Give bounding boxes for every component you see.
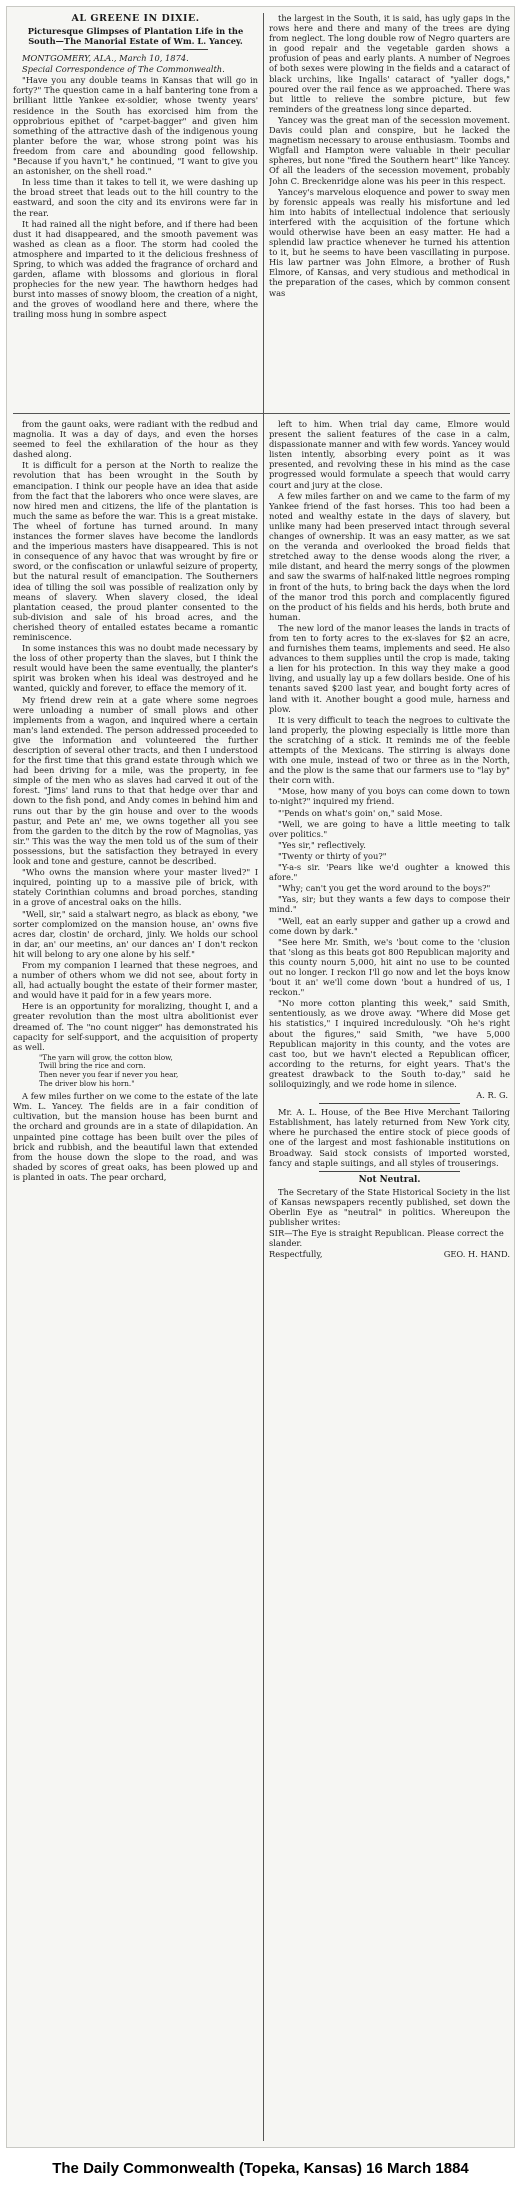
- paragraph: left to him. When trial day came, Elmore would present the salient features of the case in a calm, dispassionate manner and with few words. Yancey would listen intently, absorbing every point as it was presented, and revolving these in his mind as the case progressed would formulate a speech that would carry court and jury at the close.: [269, 419, 510, 490]
- letter-signer: GEO. H. HAND.: [443, 1249, 510, 1260]
- column-b-body: [269, 13, 510, 298]
- paragraph: the largest in the South, it is said, has ugly gaps in the rows here and there and many of the trees are dying from neglect. The long double row of Negro quarters are in good repair and the vegetable garden shows a profusion of peas and early plants. A number of Negroes of both sexes were plowing in the fields and a cataract of black urchins, like Ingalls' cataract of "yaller dogs," poured over the rail fence as we approached. There was but little to relieve the sombre picture, but few reminders of the greatness long since departed.: [269, 13, 510, 114]
- correspondence-line: Special Correspondence of The Commonwealth.: [22, 64, 225, 75]
- paragraph: It is difficult for a person at the North to realize the revolution that has been wrought in the South by emancipation. I think our people have an idea that aside from the fact that the laborers who once were slaves, are now hired men and citizens, the life of the plantation is much the same as before the war. This is a great mistake. The wheel of fortune has turned around. In many instances the former slaves have become the landlords and the imperious masters have disappeared. This is not in consequence of any havoc that was wrought by fire or sword, or the confiscation or unlawful seizure of property, but the natural result of emancipation. The Southerners idea of tilling the soil was possible of realization only by means of slavery. When slavery closed, the ideal plantation ceased, the proud planter consented to the sub-division and sale of his broad acres, and the cherished theory of entailed estates became a romantic reminiscence.: [13, 460, 258, 642]
- paragraph: from the gaunt oaks, were radiant with the redbud and magnolia. It was a day of days, and even the horses seemed to feel the exhilaration of the hour as they dashed along.: [13, 419, 258, 460]
- paragraph: It had rained all the night before, and if there had been dust it had disappeared, and the smooth pavement was washed as clean as a floor. The storm had cooled the atmosphere and imparted to it the delicious freshness of Spring, to which was added the fragrance of orchard and garden, aflame with blossoms and glorious in floral prophecies for the new year. The hawthorn hedges had burst into masses of snowy bloom, the creation of a night, and the groves of woodland here and there, where the trailing moss hung in sombre aspect: [13, 218, 258, 320]
- verse-line: The driver blow his horn.": [39, 1078, 135, 1088]
- paragraph: From my companion I learned that these negroes, and a number of others whom we did not see, about forty in all, had actually bought the estate of their former master, and would have it paid for in a few years more.: [13, 959, 258, 1001]
- letter-salutation: SIR—The Eye is straight Republican. Please correct the slander.: [269, 1228, 504, 1249]
- rule: [319, 1171, 460, 1172]
- paragraph: "Well, sir," said a stalwart negro, as black as ebony, "we sorter complomized on the mansion house, an' owns five acres dar, clostin' de orchard, jinly. We holds our school in dar, an' our meetins, an' our dances an' I don't reckon hit will belong to ary one alone by his self.": [13, 908, 258, 959]
- subheadline: Picturesque Glimpses of Plantation Life in the South—The Manorial Estate of Wm. L. Yancey.: [27, 26, 244, 47]
- paragraph: In less time than it takes to tell it, we were dashing up the broad street that leads out to the hill country to the eastward, and soon the city and its environs were far in the rear.: [13, 177, 258, 218]
- letter-heading: Not Neutral.: [358, 1174, 421, 1185]
- paragraph: In some instances this was no doubt made necessary by the loss of other property than the slaves, but I think the result would have been the same eventually, the planter's spirit was broken when his ideal was destroyed and he wanted, quickly and forever, to efface the memory of it.: [13, 643, 258, 694]
- rule: [63, 49, 208, 50]
- column-c-end: [13, 1091, 258, 1182]
- column-bottom-right: [269, 419, 510, 2141]
- paragraph: "Y-a-s sir. 'Pears like we'd oughter a knowed this afore.": [269, 862, 510, 883]
- newspaper-clipping: [6, 6, 515, 2148]
- paragraph: "No more cotton planting this week," said Smith, sententiously, as we drove away. "Where did Mose get his statistics," I inquired incredulously. "Oh he's right about the figures," said Smith, "we have 5,000 Republican majority in this county, and the votes are cast too, but we havn't elected a Republican officer, according to the returns, for eight years. That's the greatest drawback to the South to-day," said he soliloquizingly, and we rode home in silence.: [269, 998, 510, 1089]
- verse-line: Then never you fear if never you hear,: [39, 1070, 179, 1079]
- paragraph: "Yas, sir; but they wants a few days to compose their mind.": [269, 894, 510, 915]
- letter-closing: [269, 1249, 510, 1259]
- paragraph: The new lord of the manor leases the lands in tracts of from ten to forty acres to the ex-slaves for $2 an acre, and furnishes them teams, implements and seed. He also advances to them supplies until the crop is made, taking a lien for his protection. In this way they make a good living, and usually lay up a few dollars beside. One of his tenants saved $200 last year, and bought forty acres of land with it. Another bought a good mule, harness and plow.: [269, 622, 510, 714]
- paragraph: "See here Mr. Smith, we's 'bout come to the 'clusion that 'slong as this beats got 800 Republican majority and this county nourn 5,000, hit aint no use to be counted out no longer. I reckon I'll go now and let the boys know 'bout it an' we'll come down 'bout a hundred of us, I reckon.": [269, 936, 510, 998]
- paragraph: A few miles further on we come to the estate of the late Wm. L. Yancey. The fields are in a fair condition of cultivation, but the mansion house has been burnt and the orchard and grounds are in a state of dilapidation. An unpainted pine cottage has been built over the piles of brick and rubbish, and the beautiful lawn that extended from the house down the slope to the road, and was shaded by scores of great oaks, has been plowed up and is planted in oats. The pear orchard,: [13, 1091, 258, 1182]
- paragraph: Here is an opportunity for moralizing, thought I, and a greater revolution than the most ultra abolitionist ever dreamed of. The "no count nigger" has demonstrated his capacity for self-support, and the acquisition of property as well.: [13, 1001, 258, 1052]
- column-bottom-left: [13, 419, 258, 2141]
- column-divider: [263, 13, 264, 2141]
- paragraph: "Yes sir," reflectively.: [278, 839, 366, 850]
- paragraph: "Why; can't you get the word around to the boys?": [278, 883, 491, 894]
- column-a-body: [13, 75, 258, 319]
- headline: AL GREENE IN DIXIE.: [71, 13, 200, 24]
- source-caption: The Daily Commonwealth (Topeka, Kansas) 16 March 1884: [52, 2160, 469, 2177]
- paragraph: "Have you any double teams in Kansas that will go in forty?" The question came in a half bantering tone from a brilliant little Yankee ex-soldier, whose twenty years' residence in the South has exorcised him from the opprobrious epithet of "carpet-bagger" and given him something of the attractive dash of the indigenous young planter before the war, whose strong point was his freedom from care and abounding good fellowship. "Because if you havn't," he continued, "I want to give you an astonisher, on the shell road.": [13, 75, 258, 177]
- dateline: MONTGOMERY, ALA., March 10, 1874.: [22, 53, 189, 64]
- paragraph: "'Pends on what's goin' on," said Mose.: [278, 807, 443, 818]
- rule: [319, 1103, 460, 1104]
- paragraph: "Well, we are going to have a little meeting to talk over politics.": [269, 818, 510, 839]
- tailor-notice: Mr. A. L. House, of the Bee Hive Merchant Tailoring Establishment, has lately returned from New York city, where he purchased the entire stock of piece goods of one of the largest and most fashionable institutions on Broadway. Said stock consists of imported worsted, fancy and staple suitings, and all styles of trouserings.: [269, 1107, 510, 1168]
- paragraph: My friend drew rein at a gate where some negroes were unloading a number of small plows and other implements from a wagon, and inquired where a certain man's land extended. The person addressed proceeded to give the information and volunteered the further description of several other tracts, and then I understood for the first time that this grand estate through which we had been driving for a mile, was the property, in fee simple of the men who as slaves had carved it out of the forest. "Jims' land runs to that that hedge over thar and down to the fish pond, and Andy comes in behind him and runs out thar by the gin house and over to the woods pastur, and Pete an' me, we owns together all you see from the garden to the ditch by the row of Magnolias, yas sir." This was the way the men told us of the sum of their possessions, but the satisfaction they betrayed in every look and tone and gesture, cannot be described.: [13, 694, 258, 867]
- paragraph: Yancey's marvelous eloquence and power to sway men by forensic appeals was really his misfortune and led him into habits of intellectual indolence that seriously interfered with the acquisition of the fortune which would otherwise have been an easy matter. He had a splendid law practice whenever he turned his attention to it, but he seems to have been vascillating in purpose. His law partner was John Elmore, a brother of Rush Elmore, of Kansas, and very studious and methodical in the preparation of the cases, which by common consent was: [269, 186, 510, 298]
- paragraph: It is very difficult to teach the negroes to cultivate the land properly, the plowing especially is little more than the scratching of a stick. It reminds me of the feeble attempts of the Mexicans. The stirring is always done with one mule, instead of two or three as in the North, and the plow is the same that our farmers use to "lay by" their corn with.: [269, 714, 510, 786]
- paragraph: "Twenty or thirty of you?": [278, 850, 387, 861]
- verse: [39, 1054, 258, 1088]
- column-d-body: [269, 419, 510, 1089]
- column-top-right: [269, 13, 510, 411]
- signature: A. R. G.: [476, 1090, 508, 1101]
- letter-closing-word: Respectfully,: [269, 1249, 323, 1260]
- paragraph: Yancey was the great man of the secession movement. Davis could plan and conspire, but he lacked the magnetism necessary to arouse enthusiasm. Toombs and Wigfall and Hampton were valuable in their peculiar spheres, but none "fired the Southern heart" like Yancey. Of all the leaders of the secession movement, probably John C. Breckenridge alone was his peer in this respect.: [269, 114, 510, 186]
- paragraph: "Mose, how many of you boys can come down to town to-night?" inquired my friend.: [269, 786, 510, 807]
- column-c-body: [13, 419, 258, 1052]
- verse-line: "The yarn will grow, the cotton blow,: [39, 1052, 173, 1062]
- paragraph: "Who owns the mansion where your master lived?" I inquired, pointing up to a massive pile of brick, with stately Corinthian columns and broad porches, standing in a grove of ancestral oaks on the hills.: [13, 867, 258, 908]
- column-top-left: [13, 13, 258, 411]
- fold-divider: [13, 413, 510, 414]
- paragraph: "Well, eat an early supper and gather up a crowd and come down by dark.": [269, 915, 510, 936]
- paragraph: A few miles farther on and we came to the farm of my Yankee friend of the fast horses. This too had been a noted and wealthy estate in the days of slavery, but unlike many had been preserved intact through several changes of ownership. It was an easy matter, as we sat on the veranda and overlooked the broad fields that stretched away to the dense woods along the river, a mile distant, and heard the merry songs of the plowmen and saw the swarms of half-naked little negroes romping in front of the huts, to bring back the days when the lord of the manor trod this porch and complacently figured on the product of his fields and his herds, both brute and human.: [269, 490, 510, 622]
- verse-line: Twill bring the rice and corn.: [39, 1061, 146, 1071]
- letter-body: The Secretary of the State Historical Society in the list of Kansas newspapers recently published, set down the Oberlin Eye as "neutral" in politics. Whereupon the publisher writes:: [269, 1186, 510, 1228]
